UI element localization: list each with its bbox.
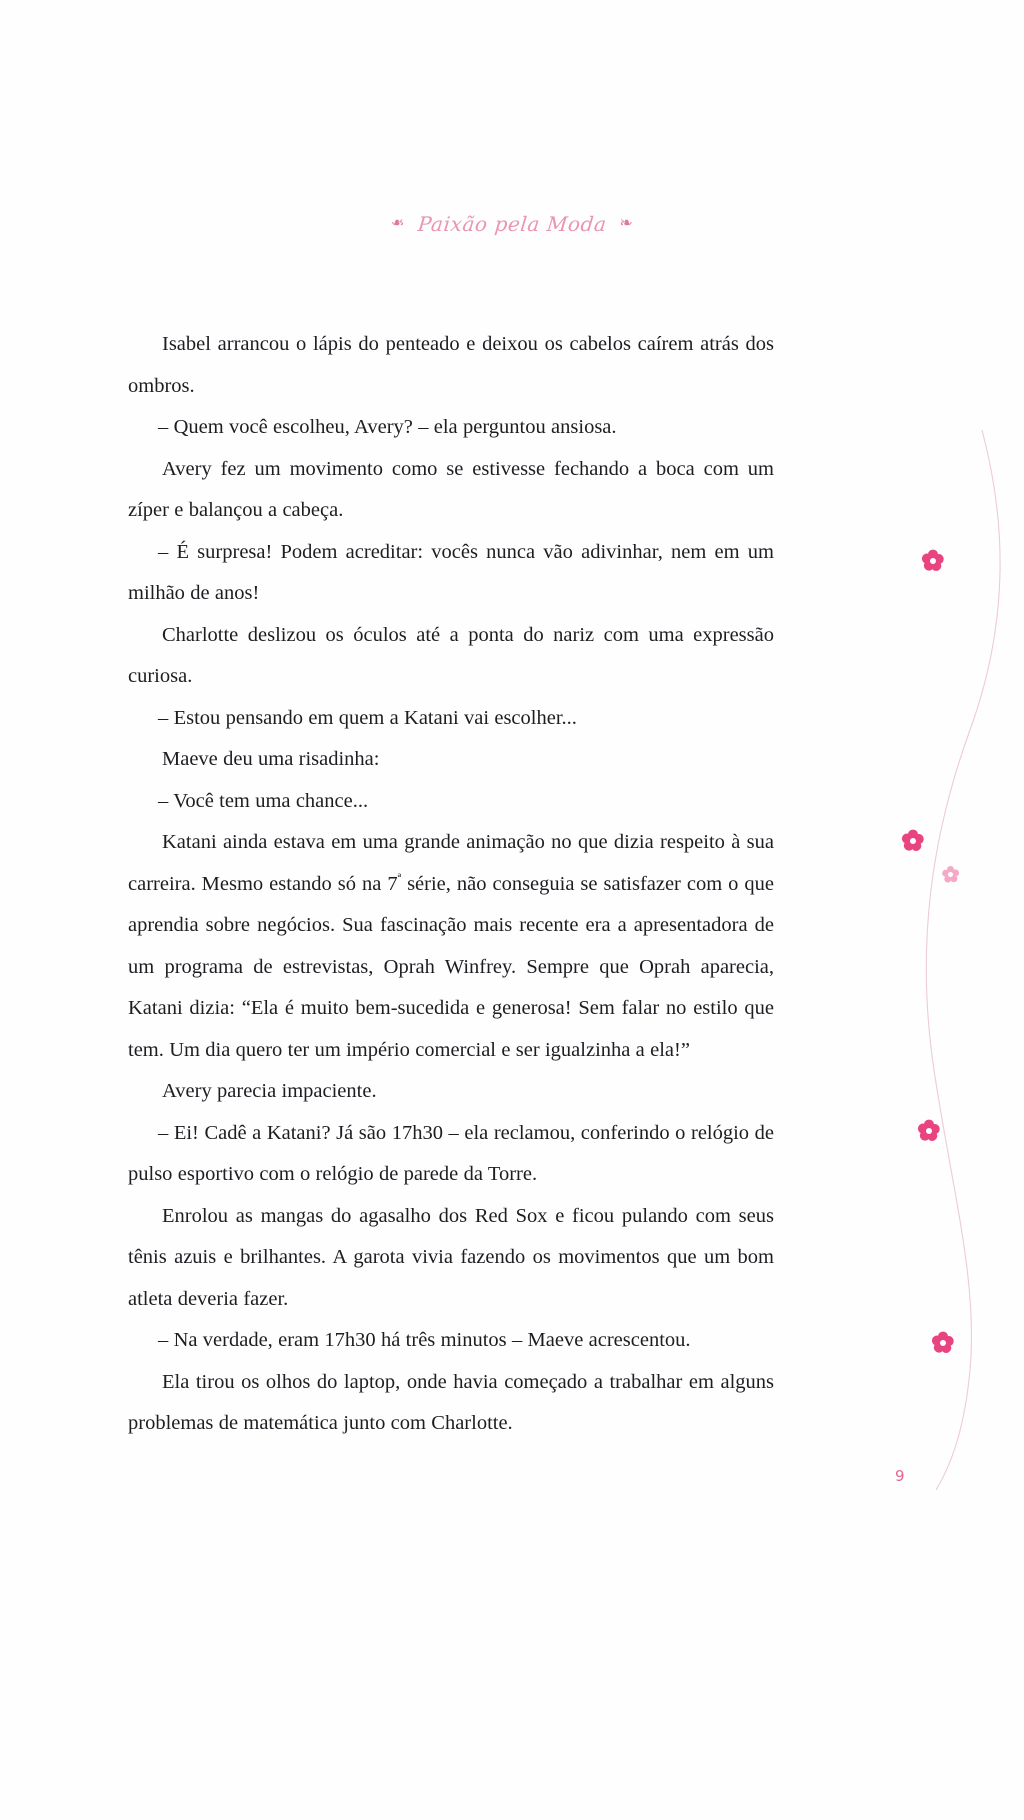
petal: [928, 550, 938, 560]
petal: [926, 1129, 939, 1142]
petal: [942, 873, 952, 883]
petal: [933, 1341, 946, 1354]
petal: [938, 1332, 948, 1342]
flourish-left-icon: ❧: [391, 215, 405, 232]
petal: [921, 553, 933, 565]
petal: [903, 839, 916, 852]
paragraph-with-ordinal: [128, 822, 774, 1071]
flower-center: [910, 838, 916, 844]
petal: [940, 1341, 953, 1354]
paragraph: – Ei! Cadê a Katani? Já são 17h30 – ela reclamou, conferindo o relógio de pulso esportivo com o relógio de parede da Torre.: [128, 1121, 774, 1185]
petal: [917, 1123, 929, 1135]
flower-icon: [932, 1332, 954, 1354]
flower-center: [926, 1128, 932, 1134]
petal: [901, 833, 913, 845]
petal: [923, 559, 936, 572]
paragraph: – Quem você escolheu, Avery? – ela perguntou ansiosa.: [158, 416, 617, 438]
running-head-title: Paixão pela Moda: [416, 212, 608, 236]
paragraph: Avery parecia impaciente.: [162, 1080, 377, 1102]
paragraph: Avery fez um movimento como se estivesse fechando a boca com um zíper e balançou a cabeça.: [128, 457, 774, 521]
petal: [951, 868, 960, 877]
petal: [941, 868, 950, 877]
paragraph: Maeve deu uma risadinha:: [162, 748, 380, 770]
ordinal-indicator: ª: [397, 870, 402, 885]
flower-icon: [918, 1120, 940, 1142]
paragraph: Ela tirou os olhos do laptop, onde havia começado a trabalhar em alguns problemas de matemática junto com Charlotte.: [128, 1370, 774, 1434]
vine-line-icon: [874, 430, 1024, 1490]
paragraph: – É surpresa! Podem acreditar: vocês nunca vão adivinhar, nem em um milhão de anos!: [128, 540, 774, 604]
petal: [947, 866, 954, 873]
paragraph-text-before: Katani ainda estava em uma grande animação no que dizia respeito à sua carreira. Mesmo estando só na 7: [128, 831, 774, 895]
flower-center: [940, 1340, 946, 1346]
petal: [910, 839, 923, 852]
margin-vine-decoration: [874, 430, 1024, 1490]
petal: [913, 833, 925, 845]
running-head: [0, 212, 1024, 236]
paragraph: Charlotte deslizou os óculos até a ponta do nariz com uma expressão curiosa.: [128, 623, 774, 687]
body-text-block: [128, 324, 774, 1445]
paragraph: – Na verdade, eram 17h30 há três minutos – Maeve acrescentou.: [158, 1329, 691, 1351]
petal: [933, 553, 945, 565]
paragraph-text-after: série, não conseguia se satisfazer com o que aprendia sobre negócios. Sua fascinação mais recente era a apresentadora de um programa de estrevistas, Oprah Winfrey. Sempre que Oprah aparecia, Katani dizia: “Ela é muito bem-sucedida e generosa! Sem falar no estilo que tem. Um dia quero ter um império comercial e ser igualzinha a ela!”: [128, 872, 774, 1061]
petal: [929, 1123, 941, 1135]
petal: [931, 1335, 943, 1347]
petal: [948, 873, 958, 883]
petal: [930, 559, 943, 572]
flower-icon: [902, 830, 924, 852]
petal: [943, 1335, 955, 1347]
flower-icon: [942, 866, 959, 883]
paragraph: Isabel arrancou o lápis do penteado e deixou os cabelos caírem atrás dos ombros.: [128, 333, 774, 397]
petal: [924, 1120, 934, 1130]
paragraph: – Você tem uma chance...: [158, 789, 369, 812]
flower-center: [930, 558, 936, 564]
petal: [919, 1129, 932, 1142]
page-number: 9: [894, 1467, 906, 1485]
flower-center: [948, 872, 953, 877]
flourish-right-icon: ❧: [619, 215, 633, 232]
paragraph: Enrolou as mangas do agasalho dos Red Sox e ficou pulando com seus tênis azuis e brilhantes. A garota vivia fazendo os movimentos que um bom atleta deveria fazer.: [128, 1204, 774, 1310]
paragraph: – Estou pensando em quem a Katani vai escolher...: [158, 706, 577, 729]
petal: [908, 830, 918, 840]
flower-icon: [922, 550, 944, 572]
